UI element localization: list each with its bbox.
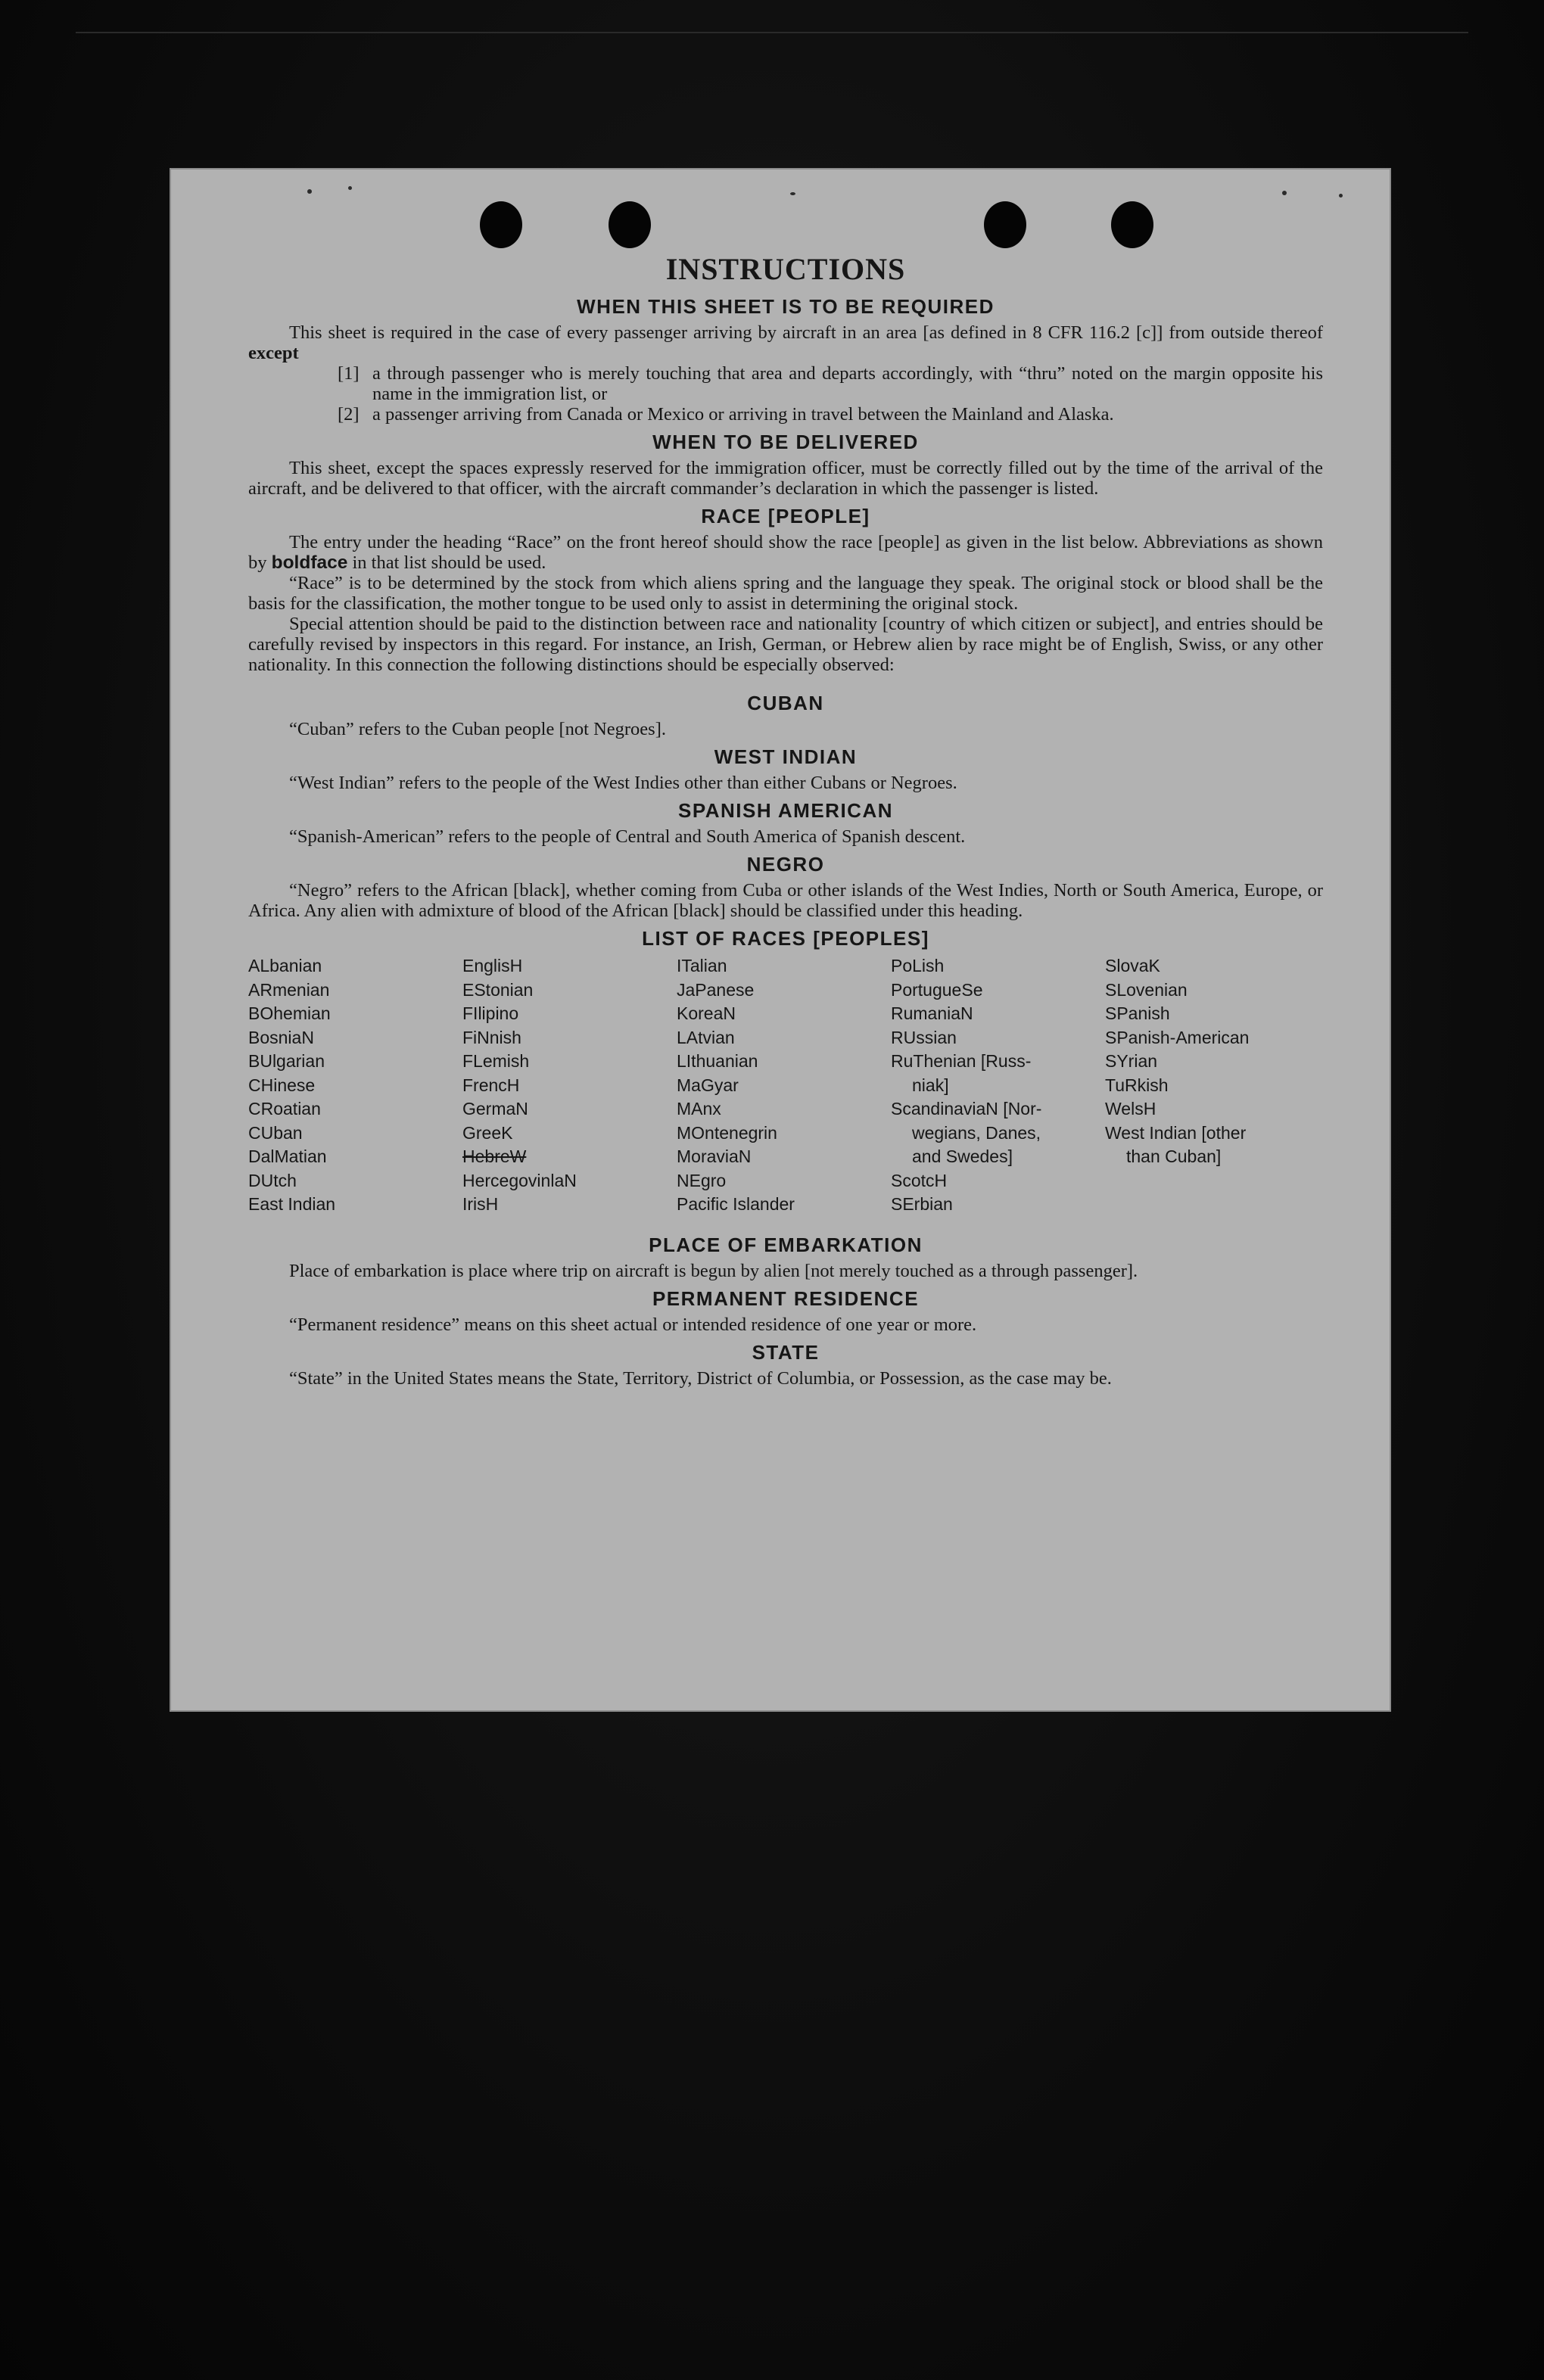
race-entry: FIlipino: [462, 1003, 519, 1023]
race-entry: RuThenian [Russ-: [891, 1051, 1032, 1071]
speck: [307, 189, 312, 194]
speck: [790, 192, 795, 195]
race-entry: WelsH: [1105, 1099, 1156, 1118]
race-entry: PortugueSe: [891, 979, 983, 1000]
when-delivered-text: This sheet, except the spaces expressly reserved for the immigration officer, must be correctly filled out by the time of the arrival of the aircraft, and be delivered to that officer, with the aircraft commander’s declaration in which the passenger is listed.: [248, 458, 1323, 499]
race-p1-boldface: boldface: [271, 552, 348, 573]
race-entry: CRoatian: [248, 1099, 321, 1118]
race-column: [248, 954, 462, 1217]
race-entry: ITalian: [677, 956, 727, 975]
race-entry: ALbanian: [248, 956, 322, 975]
race-entry-continuation: niak]: [912, 1075, 949, 1095]
race-paragraph-3: Special attention should be paid to the distinction between race and nationality [country of which citizen or subject], and entries should be carefully revised by inspectors in this regard. For instance, an Irish, German, or Hebrew alien by race might be of English, Swiss, or any other nationality. In this connection the following distinctions should be especially observed:: [248, 614, 1323, 675]
race-entry: MAnx: [677, 1099, 721, 1118]
exception-text: a through passenger who is merely touching that area and departs accordingly, with “thru” noted on the margin opposite his name in the immigration list, or: [372, 363, 1323, 404]
when-required-except: except: [248, 343, 299, 363]
race-entry: GreeK: [462, 1122, 513, 1143]
negro-text: “Negro” refers to the African [black], whether coming from Cuba or other islands of the West Indies, North or South America, Europe, or Africa. Any alien with admixture of blood of the African [black] should be classified under this heading.: [248, 880, 1323, 921]
race-entry: KoreaN: [677, 1003, 736, 1023]
race-entry: BosniaN: [248, 1027, 314, 1047]
race-entry: RUssian: [891, 1027, 957, 1047]
exception-number: [1]: [338, 363, 360, 384]
exception-number: [2]: [338, 404, 360, 425]
race-entry: SPanish: [1105, 1003, 1170, 1023]
heading-permanent-residence: PERMANENT RESIDENCE: [652, 1286, 920, 1310]
race-p1-text-end: in that list should be used.: [352, 552, 546, 573]
race-entry: MOntenegrin: [677, 1122, 777, 1143]
race-p1-text: The entry under the heading “Race” on the front hereof should show the race [people] as given in the list below. Abbreviations as shown by: [248, 532, 1323, 573]
heading-place-of-embarkation: PLACE OF EMBARKATION: [649, 1233, 923, 1256]
race-entry: FrencH: [462, 1075, 520, 1095]
spacer: [248, 1217, 1323, 1227]
race-entry: SLovenian: [1105, 979, 1188, 1000]
speck: [1339, 194, 1343, 198]
heading-when-delivered: WHEN TO BE DELIVERED: [652, 431, 919, 453]
document-content: [248, 253, 1323, 1389]
scan-edge-line: [76, 32, 1468, 33]
race-entry: HercegovinlaN: [462, 1170, 577, 1190]
when-required-text: [248, 322, 1323, 363]
race-entry: FLemish: [462, 1051, 530, 1071]
race-entry-continuation: wegians, Danes,: [912, 1122, 1041, 1143]
race-entry: Pacific Islander: [677, 1194, 795, 1214]
race-column: [1105, 954, 1319, 1217]
heading-race: RACE [PEOPLE]: [701, 505, 870, 527]
race-entry: IrisH: [462, 1194, 499, 1214]
west-indian-text: “West Indian” refers to the people of the West Indies other than either Cubans or Negroes.: [289, 773, 957, 793]
heading-spanish-american: SPANISH AMERICAN: [677, 799, 893, 822]
exception-item: [338, 404, 1323, 425]
race-entry: PoLish: [891, 956, 945, 975]
race-entry: EStonian: [462, 979, 534, 1000]
race-entry: FiNnish: [462, 1027, 521, 1047]
race-entry-continuation: than Cuban]: [1126, 1146, 1222, 1166]
race-list: [248, 954, 1323, 1217]
permanent-residence-text: “Permanent residence” means on this sheet actual or intended residence of one year or more.: [289, 1314, 977, 1335]
race-column: [677, 954, 891, 1217]
race-entry: TuRkish: [1105, 1075, 1169, 1095]
heading-cuban: CUBAN: [747, 692, 824, 714]
race-entry: EnglisH: [462, 956, 523, 975]
race-entry: RumaniaN: [891, 1003, 973, 1023]
race-column: [462, 954, 677, 1217]
race-entry: SYrian: [1105, 1051, 1158, 1071]
race-entry: CHinese: [248, 1075, 316, 1095]
when-required-intro: This sheet is required in the case of every passenger arriving by aircraft in an area [as defined in 8 CFR 116.2 [c]] from outside thereof: [289, 322, 1323, 343]
document-sheet: [170, 168, 1391, 1712]
punch-hole: [480, 201, 522, 248]
race-entry: DUtch: [248, 1170, 297, 1190]
race-entry: MoraviaN: [677, 1146, 752, 1166]
race-entry: CUban: [248, 1122, 303, 1143]
race-entry-continuation: and Swedes]: [912, 1146, 1013, 1166]
race-paragraph-1: [248, 532, 1323, 573]
race-entry: LIthuanian: [677, 1051, 758, 1071]
race-paragraph-2: “Race” is to be determined by the stock from which aliens spring and the language they speak. The original stock or blood shall be the basis for the classification, the mother tongue to be used only to assist in determining the original stock.: [248, 573, 1323, 614]
heading-negro: NEGRO: [746, 853, 825, 876]
race-entry: ScotcH: [891, 1170, 948, 1190]
heading-when-required: WHEN THIS SHEET IS TO BE REQUIRED: [577, 295, 995, 318]
race-entry: BUlgarian: [248, 1051, 325, 1071]
race-entry: SErbian: [891, 1194, 953, 1214]
race-entry: NEgro: [677, 1170, 727, 1190]
punch-hole: [984, 201, 1026, 248]
spanish-american-text: “Spanish-American” refers to the people of Central and South America of Spanish descent.: [289, 826, 966, 847]
race-entry: SlovaK: [1105, 956, 1160, 975]
place-of-embarkation-text: Place of embarkation is place where trip on aircraft is begun by alien [not merely touched as a through passenger].: [289, 1260, 1138, 1281]
race-entry: LAtvian: [677, 1027, 735, 1047]
punch-hole: [1111, 201, 1153, 248]
race-entry: JaPanese: [677, 979, 755, 1000]
race-entry: SPanish-American: [1105, 1027, 1250, 1047]
exception-item: [338, 363, 1323, 404]
race-column: [891, 954, 1105, 1217]
document-title: INSTRUCTIONS: [665, 252, 906, 286]
punch-hole: [609, 201, 651, 248]
race-entry: DalMatian: [248, 1146, 327, 1166]
state-text: “State” in the United States means the State, Territory, District of Columbia, or Possession, as the case may be.: [289, 1367, 1112, 1389]
race-entry: GermaN: [462, 1099, 528, 1118]
speck: [1282, 191, 1287, 195]
race-entry: BOhemian: [248, 1003, 331, 1023]
race-entry: East Indian: [248, 1194, 336, 1214]
heading-west-indian: WEST INDIAN: [714, 745, 858, 768]
spacer: [248, 675, 1323, 686]
speck: [348, 186, 352, 190]
race-entry: MaGyar: [677, 1075, 739, 1095]
race-entry-struck: HebreW: [462, 1146, 527, 1166]
race-entry: ARmenian: [248, 979, 330, 1000]
heading-state: STATE: [752, 1340, 820, 1364]
heading-list-of-races: LIST OF RACES [PEOPLES]: [642, 927, 929, 950]
exception-text: a passenger arriving from Canada or Mexico or arriving in travel between the Mainland and Alaska.: [372, 404, 1114, 425]
race-entry: West Indian [other: [1105, 1122, 1247, 1143]
cuban-text: “Cuban” refers to the Cuban people [not Negroes].: [289, 719, 666, 739]
race-entry: ScandinaviaN [Nor-: [891, 1099, 1042, 1118]
